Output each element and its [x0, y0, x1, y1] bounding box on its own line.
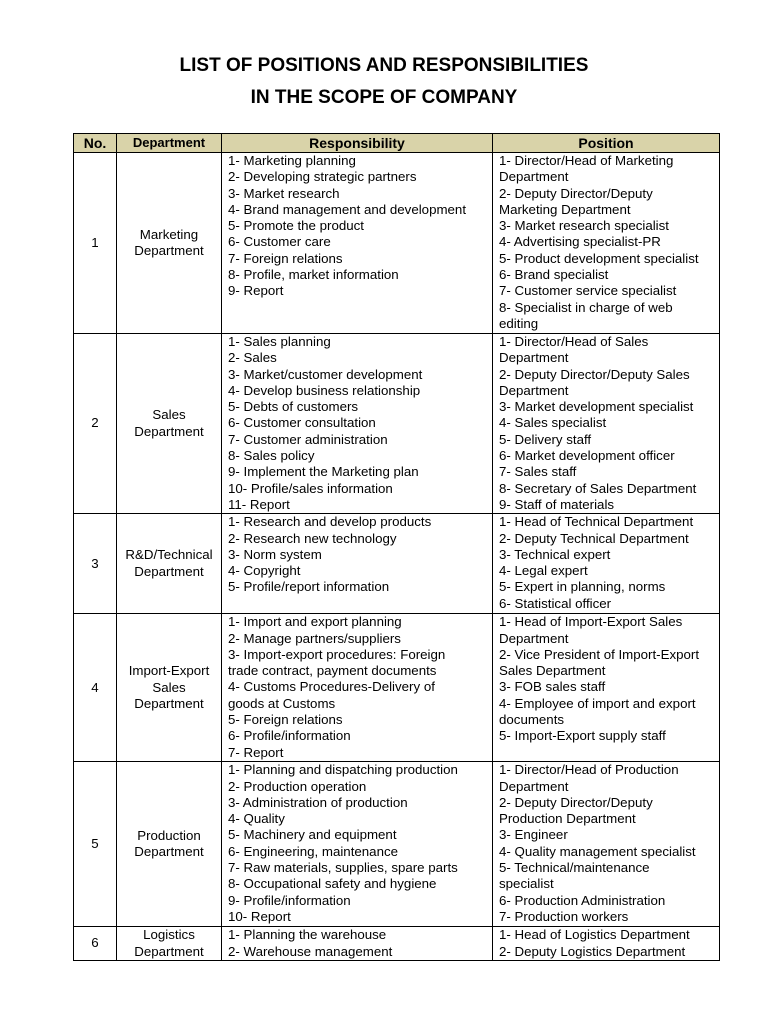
responsibility-item: 5- Debts of customers [228, 399, 359, 415]
responsibility-item: 5- Profile/report information [228, 579, 390, 595]
department-cell [117, 514, 222, 614]
header-no: No. [74, 134, 117, 153]
department-cell [117, 762, 222, 927]
responsibility-item: 5- Promote the product [228, 218, 364, 234]
position-item: 9- Staff of materials [499, 496, 615, 512]
position-item: 1- Head of Import-Export Sales [499, 614, 683, 630]
row-number: 1 [74, 153, 117, 334]
department-cell [117, 927, 222, 961]
position-item: Department [499, 382, 569, 398]
responsibility-item: 1- Sales planning [228, 334, 331, 349]
position-item: 7- Customer service specialist [499, 283, 677, 299]
responsibility-cell [222, 334, 493, 514]
position-item: 1- Head of Technical Department [499, 514, 694, 530]
position-cell [493, 334, 720, 514]
position-item: 5- Expert in planning, norms [499, 579, 666, 595]
responsibility-cell [222, 614, 493, 762]
row-number: 2 [74, 334, 117, 514]
responsibility-item: 10- Report [228, 908, 291, 924]
position-item: 6- Statistical officer [499, 595, 612, 611]
department-name-line: Department [134, 844, 204, 860]
position-item: 3- Market research specialist [499, 218, 669, 234]
responsibility-item: 9- Implement the Marketing plan [228, 464, 419, 480]
department-name-line: Department [134, 943, 204, 959]
department-name-line: Sales [152, 407, 186, 423]
position-item: Production Department [499, 811, 636, 827]
responsibility-item: 8- Sales policy [228, 448, 315, 464]
position-item: 3- Technical expert [499, 546, 611, 562]
position-item: editing [499, 315, 539, 331]
position-item: 2- Deputy Director/Deputy [499, 185, 653, 201]
position-item: Department [499, 778, 569, 794]
responsibility-cell [222, 927, 493, 961]
department-name-line: Production [137, 827, 201, 843]
responsibility-cell [222, 153, 493, 334]
position-item: Department [499, 630, 569, 646]
responsibility-item: 3- Market/customer development [228, 366, 423, 382]
position-item: 5- Technical/maintenance [499, 860, 650, 876]
position-item: 3- Market development specialist [499, 399, 694, 415]
responsibility-cell [222, 514, 493, 614]
row-number: 3 [74, 514, 117, 614]
position-item: 3- Engineer [499, 827, 568, 843]
responsibility-item: 4- Copyright [228, 563, 301, 579]
position-item: Department [499, 169, 569, 185]
department-name-line: Department [134, 243, 204, 258]
responsibility-item: goods at Customs [228, 695, 336, 711]
responsibility-item: 4- Customs Procedures-Delivery of [228, 679, 435, 695]
position-cell [493, 514, 720, 614]
responsibility-item: trade contract, payment documents [228, 663, 437, 679]
department-name-line: Department [134, 563, 204, 579]
position-item: 1- Director/Head of Production [499, 762, 679, 778]
department-name-line: Sales [152, 679, 186, 695]
department-cell [117, 334, 222, 514]
table-header-row [74, 134, 720, 153]
responsibility-item: 9- Report [228, 283, 284, 299]
position-item: 4- Legal expert [499, 563, 588, 579]
responsibility-item: 4- Brand management and development [228, 201, 467, 217]
responsibility-item: 1- Planning the warehouse [228, 927, 387, 943]
responsibility-item: 3- Norm system [228, 546, 322, 562]
position-item: 5- Product development specialist [499, 250, 699, 266]
responsibility-item: 2- Research new technology [228, 530, 397, 546]
responsibility-cell [222, 762, 493, 927]
department-name-line: R&D/Technical [125, 547, 213, 563]
department-cell [117, 614, 222, 762]
table-row [74, 514, 720, 614]
responsibility-item: 2- Manage partners/suppliers [228, 630, 401, 646]
responsibility-item: 2- Developing strategic partners [228, 169, 417, 185]
responsibility-item: 6- Customer care [228, 234, 331, 250]
responsibility-item: 1- Planning and dispatching production [228, 762, 458, 778]
responsibility-item: 10- Profile/sales information [228, 480, 393, 496]
position-item: 7- Production workers [499, 908, 629, 924]
responsibility-item: 3- Import-export procedures: Foreign [228, 646, 446, 662]
table-row [74, 614, 720, 762]
position-item: 5- Delivery staff [499, 431, 592, 447]
document-title-line2: IN THE SCOPE OF COMPANY [250, 87, 518, 108]
header-department: Department [117, 134, 222, 153]
department-name-line: Import-Export [128, 663, 210, 679]
responsibility-item: 7- Customer administration [228, 431, 388, 447]
responsibility-item: 2- Production operation [228, 778, 367, 794]
responsibility-item: 6- Customer consultation [228, 415, 376, 431]
position-item: 1- Director/Head of Marketing [499, 153, 674, 168]
position-item: documents [499, 712, 565, 728]
responsibility-item: 4- Develop business relationship [228, 382, 421, 398]
row-number: 4 [74, 614, 117, 762]
row-number: 6 [74, 927, 117, 961]
responsibility-item: 5- Machinery and equipment [228, 827, 397, 843]
responsibility-item: 7- Raw materials, supplies, spare parts [228, 860, 458, 876]
position-item: 2- Vice President of Import-Export [499, 646, 700, 662]
position-cell [493, 762, 720, 927]
positions-table [73, 133, 720, 961]
position-item: specialist [499, 876, 554, 892]
position-item: Marketing Department [499, 201, 631, 217]
responsibility-item: 1- Marketing planning [228, 153, 356, 168]
responsibility-item: 6- Profile/information [228, 728, 351, 744]
position-cell [493, 153, 720, 334]
responsibility-item: 2- Sales [228, 350, 277, 366]
position-item: Department [499, 350, 569, 366]
responsibility-item: 5- Foreign relations [228, 712, 343, 728]
header-responsibility: Responsibility [222, 134, 493, 153]
position-item: 1- Head of Logistics Department [499, 927, 690, 943]
department-name-line: Department [134, 423, 204, 439]
document-title-line1: LIST OF POSITIONS AND RESPONSIBILITIES [179, 55, 589, 76]
responsibility-item: 1- Import and export planning [228, 614, 402, 630]
responsibility-item: 11- Report [228, 496, 290, 512]
position-cell [493, 927, 720, 961]
position-item: 2- Deputy Technical Department [499, 530, 689, 546]
responsibility-item: 3- Market research [228, 185, 340, 201]
position-item: 5- Import-Export supply staff [499, 728, 666, 744]
table-body [74, 153, 720, 961]
responsibility-item: 3- Administration of production [228, 794, 408, 810]
position-item: 6- Market development officer [499, 448, 675, 464]
position-item: 4- Advertising specialist-PR [499, 234, 661, 250]
responsibility-item: 7- Foreign relations [228, 250, 343, 266]
position-item: 2- Deputy Director/Deputy Sales [499, 366, 690, 382]
position-item: 4- Employee of import and export [499, 695, 696, 711]
department-cell [117, 153, 222, 334]
responsibility-item: 1- Research and develop products [228, 514, 432, 530]
header-position: Position [493, 134, 720, 153]
position-cell [493, 614, 720, 762]
position-item: 7- Sales staff [499, 464, 577, 480]
table-row [74, 334, 720, 514]
position-item: 3- FOB sales staff [499, 679, 606, 695]
responsibility-item: 8- Profile, market information [228, 267, 399, 283]
position-item: 4- Quality management specialist [499, 843, 696, 859]
responsibility-item: 6- Engineering, maintenance [228, 843, 399, 859]
position-item: 8- Specialist in charge of web [499, 299, 673, 315]
responsibility-item: 2- Warehouse management [228, 943, 393, 959]
row-number: 5 [74, 762, 117, 927]
table-row [74, 153, 720, 334]
position-item: 2- Deputy Logistics Department [499, 943, 686, 959]
department-name-line: Logistics [143, 927, 195, 943]
position-item: 4- Sales specialist [499, 415, 607, 431]
responsibility-item: 8- Occupational safety and hygiene [228, 876, 437, 892]
position-item: 6- Brand specialist [499, 267, 609, 283]
position-item: 2- Deputy Director/Deputy [499, 794, 653, 810]
position-item: 6- Production Administration [499, 892, 666, 908]
responsibility-item: 4- Quality [228, 811, 285, 827]
responsibility-item: 9- Profile/information [228, 892, 351, 908]
table-row [74, 762, 720, 927]
position-item: 1- Director/Head of Sales [499, 334, 649, 349]
responsibility-item: 7- Report [228, 744, 284, 760]
position-item: 8- Secretary of Sales Department [499, 480, 697, 496]
department-name-line: Department [134, 695, 204, 711]
department-name-line: Marketing [139, 226, 199, 242]
position-item: Sales Department [499, 663, 606, 679]
table-row [74, 927, 720, 961]
